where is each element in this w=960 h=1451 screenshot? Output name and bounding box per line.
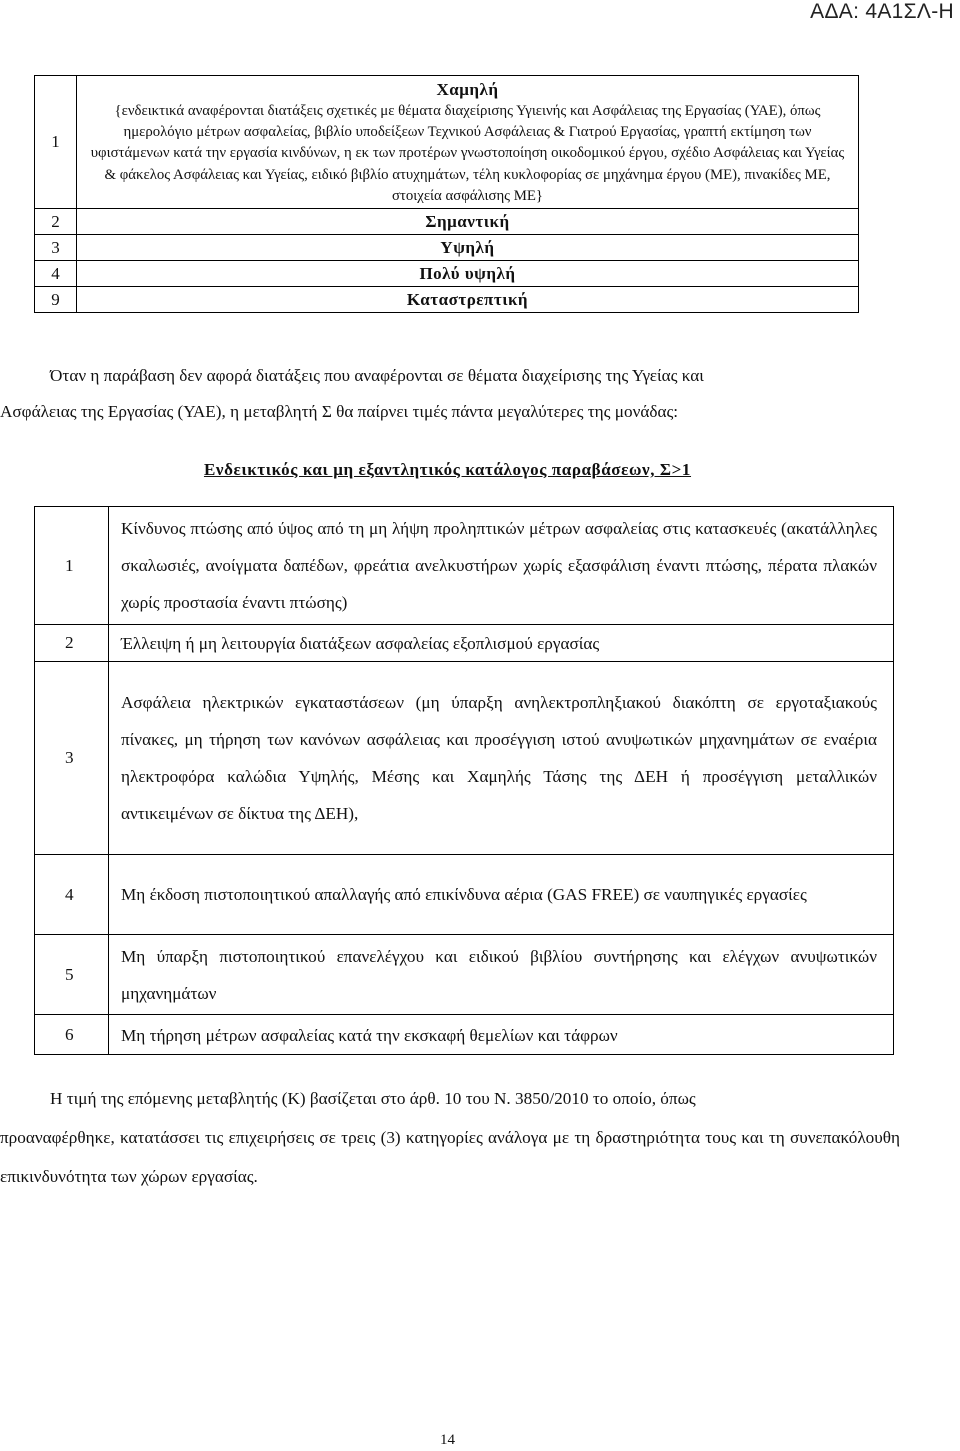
- severity-level: Πολύ υψηλή: [419, 263, 516, 283]
- severity-level: Καταστρεπτική: [406, 289, 529, 309]
- severity-number: 1: [35, 76, 77, 209]
- violation-row: [35, 1015, 894, 1055]
- closing-paragraph: [0, 1079, 900, 1196]
- intro-paragraph: [0, 358, 960, 430]
- violation-text: Ασφάλεια ηλεκτρικών εγκαταστάσεων (μη ύπαρξη ανηλεκτροπληξιακού διακόπτη σε εργοταξιακούς πίνακες, μη τήρηση των κανόνων ασφάλειας και προσέγγιση ιστού ανυψωτικών μηχανημάτων σε εναέρια ηλεκτροφόρα καλώδια Υψηλής, Μέσης και Χαμηλής Τάσης της ΔΕΗ ή προσέγγιση μεταλλικών αντικειμένων σε δίκτυα της ΔΕΗ),: [109, 662, 894, 855]
- violation-number: 4: [35, 855, 109, 935]
- severity-level: Υψηλή: [440, 237, 495, 257]
- severity-number: 2: [35, 209, 77, 235]
- violation-text: Μη τήρηση μέτρων ασφαλείας κατά την εκσκαφή θεμελίων και τάφρων: [109, 1015, 894, 1055]
- violation-number: 2: [35, 625, 109, 662]
- violation-row: [35, 855, 894, 935]
- violation-text: Κίνδυνος πτώσης από ύψος από τη μη λήψη προληπτικών μέτρων ασφαλείας στις κατασκευές (ακατάλληλες σκαλωσιές, ανοίγματα δαπέδων, φρεάτια ανελκυστήρων χωρίς εξασφάλιση έναντι πτώσης, πέρατα πλακών χωρίς προστασία έναντι πτώσης): [109, 507, 894, 625]
- violation-row: [35, 625, 894, 662]
- severity-number: 9: [35, 287, 77, 313]
- violation-number: 3: [35, 662, 109, 855]
- closing-paragraph-line-1: Η τιμή της επόμενης μεταβλητής (Κ) βασίζεται στο άρθ. 10 του Ν. 3850/2010 το οποίο, όπως: [50, 1089, 696, 1108]
- severity-number: 3: [35, 235, 77, 261]
- severity-row: [35, 261, 859, 287]
- violation-row: [35, 935, 894, 1015]
- violation-number: 5: [35, 935, 109, 1015]
- ada-code: ΑΔΑ: 4Α1ΣΛ-Η: [810, 0, 954, 23]
- page-number: 14: [440, 1432, 455, 1448]
- severity-row: [35, 209, 859, 235]
- intro-paragraph-line-2: Ασφάλειας της Εργασίας (ΥΑΕ), η μεταβλητή Σ θα παίρνει τιμές πάντα μεγαλύτερες της μονάδας:: [0, 402, 679, 421]
- violation-row: [35, 507, 894, 625]
- intro-paragraph-line-1: Όταν η παράβαση δεν αφορά διατάξεις που αναφέρονται σε θέματα διαχείρισης της Υγείας και: [50, 366, 704, 385]
- closing-paragraph-rest: προαναφέρθηκε, κατατάσσει τις επιχειρήσεις σε τρεις (3) κατηγορίες ανάλογα με τη δραστηριότητα τους και τη συνεπακόλουθη επικινδυνότητα των χώρων εργασίας.: [0, 1128, 900, 1186]
- violations-table: [34, 506, 894, 1055]
- violation-row: [35, 662, 894, 855]
- severity-cell: [77, 235, 859, 261]
- violation-text: Μη έκδοση πιστοποιητικού απαλλαγής από επικίνδυνα αέρια (GAS FREE) σε ναυπηγικές εργασίες: [109, 855, 894, 935]
- severity-cell: [77, 287, 859, 313]
- violation-number: 6: [35, 1015, 109, 1055]
- severity-cell: [77, 209, 859, 235]
- severity-row: [35, 287, 859, 313]
- violations-list-title: Ενδεικτικός και μη εξαντλητικός κατάλογος παραβάσεων, Σ>1: [203, 460, 692, 479]
- severity-row: [35, 235, 859, 261]
- severity-level: Χαμηλή: [436, 80, 499, 99]
- violation-text: Μη ύπαρξη πιστοποιητικού επανελέγχου και ειδικού βιβλίου συντήρησης και ελέγχων ανυψωτικών μηχανημάτων: [109, 935, 894, 1015]
- severity-row: [35, 76, 859, 209]
- violation-text: Έλλειψη ή μη λειτουργία διατάξεων ασφαλείας εξοπλισμού εργασίας: [109, 625, 894, 662]
- severity-description: {ενδεικτικά αναφέρονται διατάξεις σχετικές με θέματα διαχείρισης Υγιεινής και Ασφάλειας της Εργασίας (ΥΑΕ), όπως ημερολόγιο μέτρων ασφαλείας, βιβλίο υποδείξεων Τεχνικού Ασφάλειας & Γιατρού Εργασίας, γραπτή εκτίμηση των υφιστάμενων κατά την εργασία κινδύνων, η εκ των προτέρων γνωστοποίηση οικοδομικού έργου, σχέδιο Ασφάλειας και Υγείας & φάκελος Ασφάλειας και Υγείας, ειδικό βιβλίο ατυχημάτων, τέλη κυκλοφορίας σε μηχάνημα έργου (ΜΕ), πινακίδες ΜΕ, στοιχεία ασφάλισης ΜΕ}: [90, 103, 845, 204]
- severity-level: Σημαντική: [425, 211, 510, 231]
- severity-table: [34, 75, 859, 313]
- severity-number: 4: [35, 261, 77, 287]
- severity-cell: [77, 261, 859, 287]
- violation-number: 1: [35, 507, 109, 625]
- severity-cell: [77, 76, 859, 209]
